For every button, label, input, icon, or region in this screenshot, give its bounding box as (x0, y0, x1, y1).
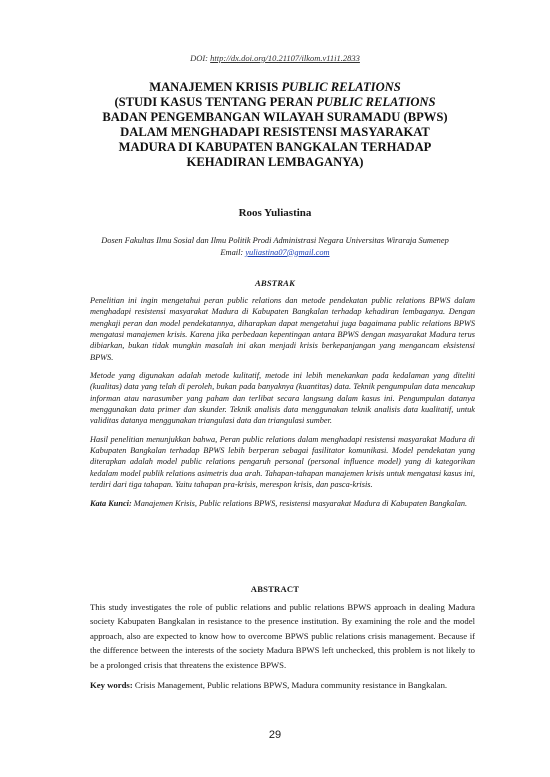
doi-line (0, 53, 550, 63)
doi-link[interactable]: http://dx.doi.org/10.21107/ilkom.v11i1.2833 (210, 53, 360, 63)
title-line-5: MADURA DI KABUPATEN BANGKALAN TERHADAP (118, 140, 432, 154)
email-line: Email: yuliastina07@gmail.com (220, 247, 330, 257)
abstract-heading: ABSTRACT (250, 584, 300, 594)
author-affiliation (60, 235, 490, 258)
kata-kunci (90, 498, 475, 509)
abstract-body (90, 600, 475, 672)
abstrak-body (90, 295, 475, 516)
title-line-2: (STUDI KASUS TENTANG PERAN PUBLIC RELATIONS (114, 95, 436, 109)
title-line-6: KEHADIRAN LEMBAGANYA) (186, 155, 364, 169)
doi-prefix: DOI: (190, 53, 211, 63)
title-line-4: DALAM MENGHADAPI RESISTENSI MASYARAKAT (120, 125, 430, 139)
key-words-text: Crisis Management, Public relations BPWS, Madura community resistance in Bangkalan. (132, 680, 448, 690)
abstrak-paragraph-3: Hasil penelitian menunjukkan bahwa, Peran public relations dalam menghadapi resistensi masyarakat Madura di Kabupaten Bangkalan terhadap BPWS lebih berperan sebagai fasilitator komunikasi. Model pendekatan yang diterapkan adalah model public relations pengaruh personal (personal influence model) yang di kategorikan kedalam model publik relations asimetris dua arah. Tahapan-tahapan manajemen krisis untuk mengatasi kasus ini, terdiri dari tiga tahapan. Yaitu tahapan pra-krisis, merespon krisis, dan pasca-krisis. (90, 434, 475, 490)
email-link[interactable]: yuliastina07@gmail.com (245, 247, 330, 257)
kata-kunci-label: Kata Kunci: (90, 498, 132, 508)
abstrak-paragraph-2: Metode yang digunakan adalah metode kulitatif, metode ini lebih menekankan pada kedalaman yang diteliti (kualitas) data yang telah di peroleh, bukan pada banyaknya (kuantitas) data. Teknik pengumpulan data mencakup informan atau narasumber yang paham dan terlibat secara langsung dalam kasus ini. Pengumpulan datanya menggunakan data primer dan skunder. Teknik analisis data menggunakan teknik analisis data kualitatif, untuk validitas datanya menggunakan triangulasi data dan triangulasi sumber. (90, 371, 475, 426)
kata-kunci-text: Manajemen Krisis, Public relations BPWS, resistensi masyarakat Madura di Kabupaten Bangkalan. (131, 498, 468, 508)
abstract-paragraph: This study investigates the role of public relations and public relations BPWS approach in dealing Madura society Kabupaten Bangkalan in resistance to the presence institution. By examining the role and the model approach, also are expected to know how to overcome BPWS public relations crisis management. Because if the difference between the interests of the society Madura BPWS left unchecked, this problem is not likely to be a prolonged crisis that threatens the existence BPWS. (90, 602, 475, 670)
key-words (90, 679, 475, 691)
abstrak-heading: ABSTRAK (254, 278, 296, 288)
title-line-1: MANAJEMEN KRISIS PUBLIC RELATIONS (149, 80, 401, 94)
page-number: 29 (268, 729, 282, 741)
title-line-3: BADAN PENGEMBANGAN WILAYAH SURAMADU (BPWS) (102, 110, 448, 124)
abstrak-paragraph-1: Penelitian ini ingin mengetahui peran public relations dan metode pendekatan public relations BPWS dalam menghadapi resistensi masyarakat Madura di Kabupaten Bangkalan terhadap kehadiran lembaganya. Dengan mengkaji peran dan model pendekatannya, diharapkan dapat mengetahui juga bagaimana public relations BPWS mengatasi manajemen krisis. Karena jika perbedaan kepentingan antara BPWS dengan masyarakat Madura terus dibiarkan, bukan tidak mungkin masalah ini akan menjadi krisis berkepanjangan yang mengancam eksistensi BPWS. (90, 296, 475, 362)
key-words-label: Key words: (90, 680, 133, 690)
author-name: Roos Yuliastina (238, 207, 312, 219)
paper-title (70, 80, 480, 170)
affiliation-text: Dosen Fakultas Ilmu Sosial dan Ilmu Politik Prodi Administrasi Negara Universitas Wiraraja Sumenep (101, 236, 449, 245)
